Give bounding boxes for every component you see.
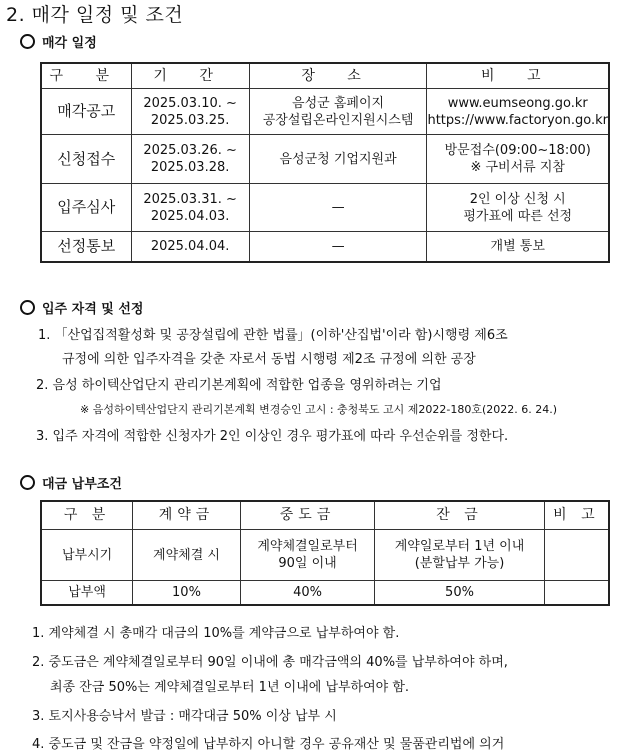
table-row (41, 530, 609, 581)
table-row (41, 184, 609, 232)
payment-header-cell: 구 분 (41, 501, 133, 530)
schedule-header-cell: 장 소 (249, 63, 427, 89)
list-item: 3. 입주 자격에 적합한 신청자가 2인 이상인 경우 평가표에 따라 우선순위를 정한다. (36, 429, 509, 444)
deposit-cell: 계약체결 시 (133, 530, 241, 581)
payment-header-row (41, 501, 609, 530)
period-cell: 2025.04.04. (131, 232, 249, 262)
payment-header-cell: 중도금 (240, 501, 375, 530)
list-item-continuation: 규정에 의한 입주자격을 갖춘 자로서 동법 시행령 제2조 규정에 의한 공장 (62, 352, 476, 367)
interim-cell: 40% (240, 581, 375, 605)
place-cell: 음성군 홈페이지 공장설립온라인지원시스템 (249, 89, 427, 135)
schedule-header-cell: 구 분 (41, 63, 131, 89)
schedule-title: 매각 일정 (20, 32, 97, 51)
note-cell: 방문접수(09:00~18:00) ※ 구비서류 지참 (427, 135, 609, 184)
place-cell: — (249, 232, 427, 262)
note-cell: 2인 이상 신청 시 평가표에 따른 선정 (427, 184, 609, 232)
row-label: 납부액 (41, 581, 133, 605)
notice-note: ※ 음성하이텍산업단지 관리기본계획 변경승인 고시 : 충청북도 고시 제2022-180호(2022. 6. 24.) (80, 403, 558, 416)
list-item: 3. 토지사용승낙서 발급 : 매각대금 50% 이상 납부 시 (32, 709, 337, 724)
schedule-header-cell: 기 간 (131, 63, 249, 89)
row-label: 매각공고 (41, 89, 131, 135)
balance-cell: 50% (375, 581, 544, 605)
payment-header-cell: 비 고 (544, 501, 609, 530)
table-row (41, 581, 609, 605)
row-label: 입주심사 (41, 184, 131, 232)
row-label: 선정통보 (41, 232, 131, 262)
place-cell: — (249, 184, 427, 232)
list-item-continuation: 최종 잔금 50%는 계약체결일로부터 1년 이내에 납부하여야 함. (50, 680, 410, 695)
note-cell: www.eumseong.go.kr https://www.factoryon.go.kr (427, 89, 609, 135)
payment-header-cell: 계약금 (133, 501, 241, 530)
payment-header-cell: 잔 금 (375, 501, 544, 530)
schedule-table (40, 62, 610, 263)
list-item: 2. 중도금은 계약체결일로부터 90일 이내에 총 매각금액의 40%를 납부하여야 하며, (32, 655, 508, 670)
payment-table (40, 500, 610, 606)
deposit-cell: 10% (133, 581, 241, 605)
place-cell: 음성군청 기업지원과 (249, 135, 427, 184)
list-item: 4. 중도금 및 잔금을 약정일에 납부하지 아니할 경우 공유재산 및 물품관리법에 의거 (32, 737, 505, 752)
list-item: 1. 계약체결 시 총매각 대금의 10%를 계약금으로 납부하여야 함. (32, 626, 400, 641)
table-row (41, 135, 609, 184)
note-cell: 개별 통보 (427, 232, 609, 262)
payment-title: 대금 납부조건 (20, 473, 122, 492)
period-cell: 2025.03.31. ~ 2025.04.03. (131, 184, 249, 232)
note-cell (544, 581, 609, 605)
schedule-header-row (41, 63, 609, 89)
interim-cell: 계약체결일로부터 90일 이내 (240, 530, 375, 581)
period-cell: 2025.03.26. ~ 2025.03.28. (131, 135, 249, 184)
circle-bullet-icon (20, 34, 35, 49)
schedule-header-cell: 비 고 (427, 63, 609, 89)
list-item: 1. 「산업집적활성화 및 공장설립에 관한 법률」(이하'산집법'이라 함)시행령 제6조 (38, 328, 508, 343)
balance-cell: 계약일로부터 1년 이내 (분할납부 가능) (375, 530, 544, 581)
circle-bullet-icon (20, 300, 35, 315)
circle-bullet-icon (20, 475, 35, 490)
table-row (41, 89, 609, 135)
list-item: 2. 음성 하이텍산업단지 관리기본계획에 적합한 업종을 영위하려는 기업 (36, 378, 442, 393)
table-row (41, 232, 609, 262)
note-cell (544, 530, 609, 581)
qualification-title: 입주 자격 및 선정 (20, 298, 143, 317)
section-heading: 2. 매각 일정 및 조건 (6, 4, 184, 26)
row-label: 납부시기 (41, 530, 133, 581)
period-cell: 2025.03.10. ~ 2025.03.25. (131, 89, 249, 135)
row-label: 신청접수 (41, 135, 131, 184)
